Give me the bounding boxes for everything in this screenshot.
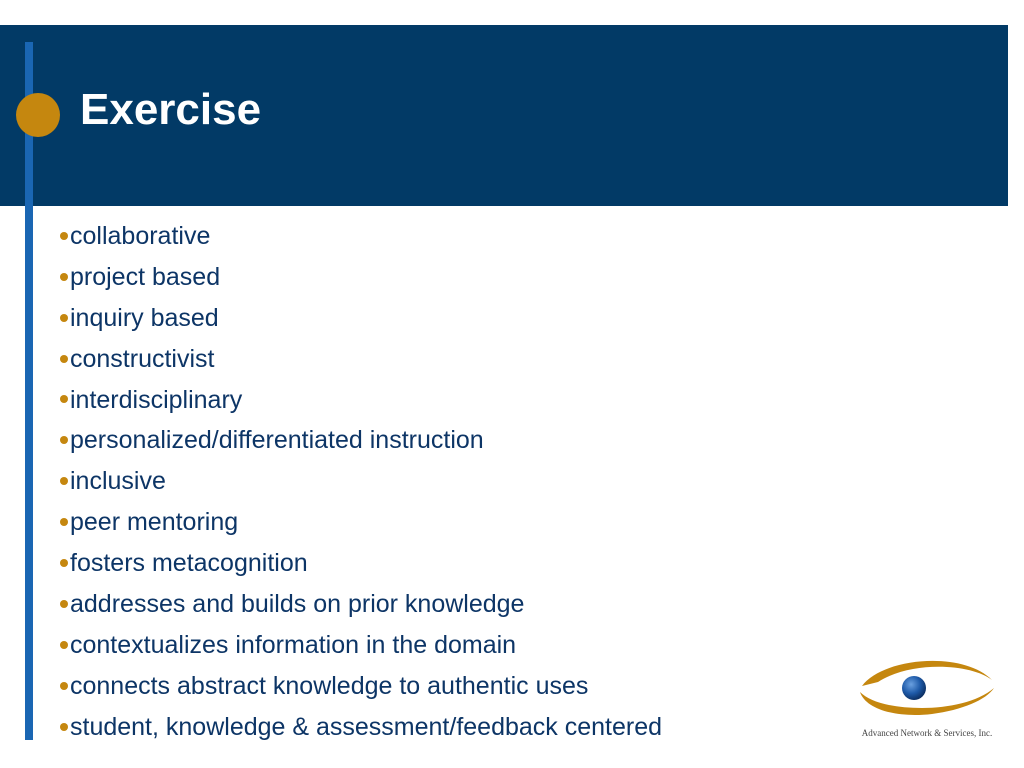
list-item [60,461,662,502]
list-item-text: interdisciplinary [70,385,243,414]
bullet-dot-icon [60,477,68,485]
list-item-text: collaborative [70,222,211,250]
list-item [60,298,662,339]
list-item-text: fosters metacognition [70,549,308,578]
list-item-text: project based [70,262,221,291]
bullet-list [60,216,662,748]
list-item [60,257,662,298]
list-item [60,420,662,461]
bullet-dot-icon [60,682,68,690]
list-item [60,216,662,257]
bullet-dot-icon [60,395,68,403]
slide-title: Exercise [80,85,262,134]
list-item-text: constructivist [70,344,215,373]
list-item [60,543,662,584]
bullet-dot-icon [60,600,68,608]
title-bullet-dot [16,93,60,137]
list-item [60,666,662,707]
list-item-text: personalized/differentiated instruction [70,426,484,455]
bullet-dot-icon [60,518,68,526]
list-item [60,380,662,421]
bullet-dot-icon [60,314,68,322]
list-item [60,502,662,543]
logo-caption: Advanced Network & Services, Inc. [861,728,993,738]
bullet-dot-icon [60,559,68,567]
bullet-dot-icon [60,436,68,444]
bullet-dot-icon [60,273,68,281]
list-item [60,707,662,748]
list-item-text: inquiry based [70,303,219,332]
list-item-text: addresses and builds on prior knowledge [70,590,525,619]
list-item-text: connects abstract knowledge to authentic uses [70,671,589,700]
bullet-dot-icon [60,355,68,363]
bullet-dot-icon [60,723,68,731]
list-item [60,625,662,666]
list-item-text: student, knowledge & assessment/feedback centered [70,712,663,741]
list-item-text: inclusive [70,467,166,496]
list-item-text: contextualizes information in the domain [70,630,517,659]
vertical-accent-bar [25,42,33,740]
list-item-text: peer mentoring [70,508,239,537]
orbit-globe-logo-icon [852,652,1002,728]
company-logo [852,652,1002,746]
list-item [60,339,662,380]
bullet-dot-icon [60,232,68,240]
bullet-dot-icon [60,641,68,649]
list-item [60,584,662,625]
